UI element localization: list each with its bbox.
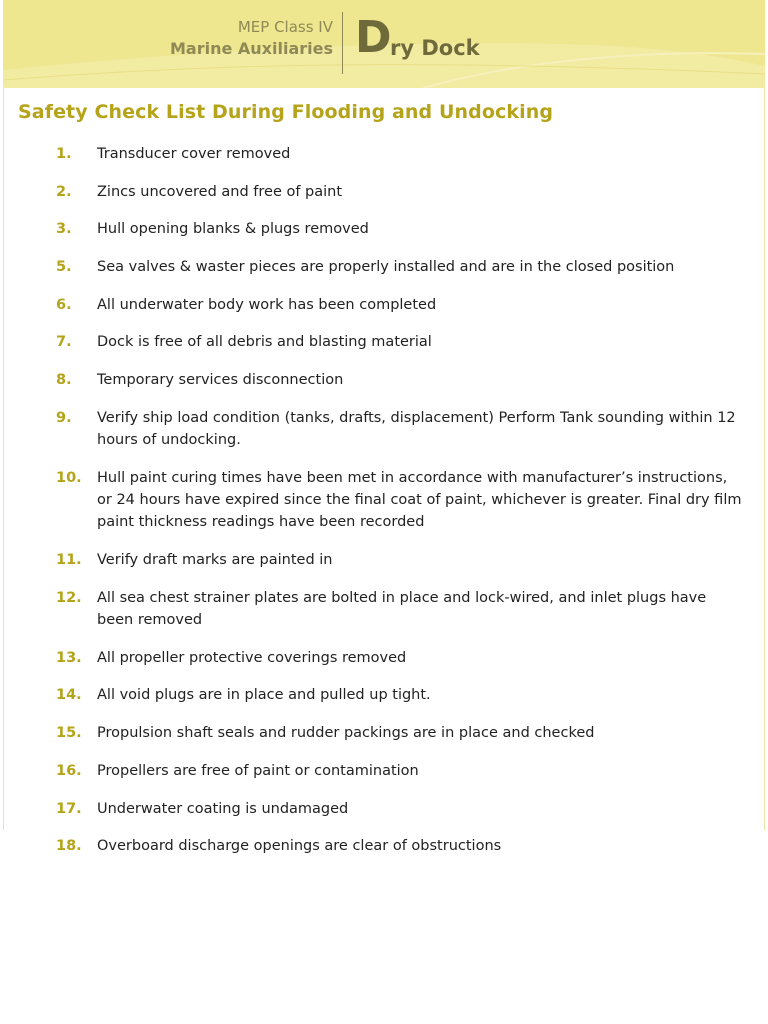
checklist-item [0,647,768,669]
item-number: 12. [56,589,82,606]
checklist-item [0,722,768,744]
checklist-item [0,369,768,391]
item-number: 1. [56,146,72,162]
item-text: Propulsion shaft seals and rudder packings are in place and checked [97,725,595,742]
page-header [3,0,765,88]
checklist-item [0,181,768,203]
item-number: 11. [56,552,82,569]
item-number: 2. [56,183,72,200]
item-number: 5. [56,259,72,276]
item-number: 16. [56,762,82,779]
checklist-item [0,294,768,316]
checklist-item [0,798,768,820]
title-rest: ry Dock [390,36,480,60]
checklist-item [0,760,768,782]
item-text: Verify ship load condition (tanks, drafts, displacement) Perform Tank sounding within 12 hours of undocking. [97,409,736,449]
item-number: 10. [56,469,82,486]
checklist-item [0,684,768,706]
course-class: MEP Class IV [237,18,333,36]
item-number: 8. [56,372,72,389]
checklist-title: Safety Check List During Flooding and Undocking [18,101,554,123]
checklist-item [0,587,768,632]
item-text: Underwater coating is undamaged [97,800,349,817]
item-text: Dock is free of all debris and blasting material [97,334,432,351]
item-number: 14. [56,687,82,704]
item-number: 13. [56,649,82,666]
checklist-item [0,407,768,452]
item-number: 3. [56,221,72,238]
checklist-item [0,256,768,278]
item-text: Hull opening blanks & plugs removed [97,221,369,238]
item-number: 9. [56,409,72,426]
checklist-item [0,218,768,240]
header-divider [342,12,343,74]
item-text: All underwater body work has been completed [97,296,437,313]
checklist-item [0,331,768,353]
checklist [0,143,768,873]
item-number: 7. [56,334,72,351]
item-number: 17. [56,800,82,817]
item-text: Overboard discharge openings are clear of obstructions [97,838,502,855]
checklist-item [0,467,768,534]
item-text: Temporary services disconnection [97,372,344,389]
item-text: All sea chest strainer plates are bolted in place and lock-wired, and inlet plugs have been removed [97,589,707,629]
item-text: All void plugs are in place and pulled up tight. [97,687,431,704]
item-number: 15. [56,725,82,742]
item-text: Verify draft marks are painted in [97,552,333,569]
course-subject: Marine Auxiliaries [170,39,333,58]
checklist-item [0,835,768,857]
checklist-item [0,143,768,165]
item-text: Propellers are free of paint or contamination [97,762,419,779]
title-initial: D [355,12,392,63]
item-text: Hull paint curing times have been met in accordance with manufacturer’s instructions, or 24 hours have expired since the final coat of paint, whichever is greater. Final dry film paint thickness readings have been recorded [97,469,742,531]
item-text: All propeller protective coverings removed [97,649,407,666]
checklist-item [0,549,768,571]
item-number: 6. [56,296,72,313]
item-text: Transducer cover removed [97,146,291,162]
item-text: Zincs uncovered and free of paint [97,183,343,200]
item-text: Sea valves & waster pieces are properly installed and are in the closed position [97,259,675,276]
item-number: 18. [56,838,82,855]
